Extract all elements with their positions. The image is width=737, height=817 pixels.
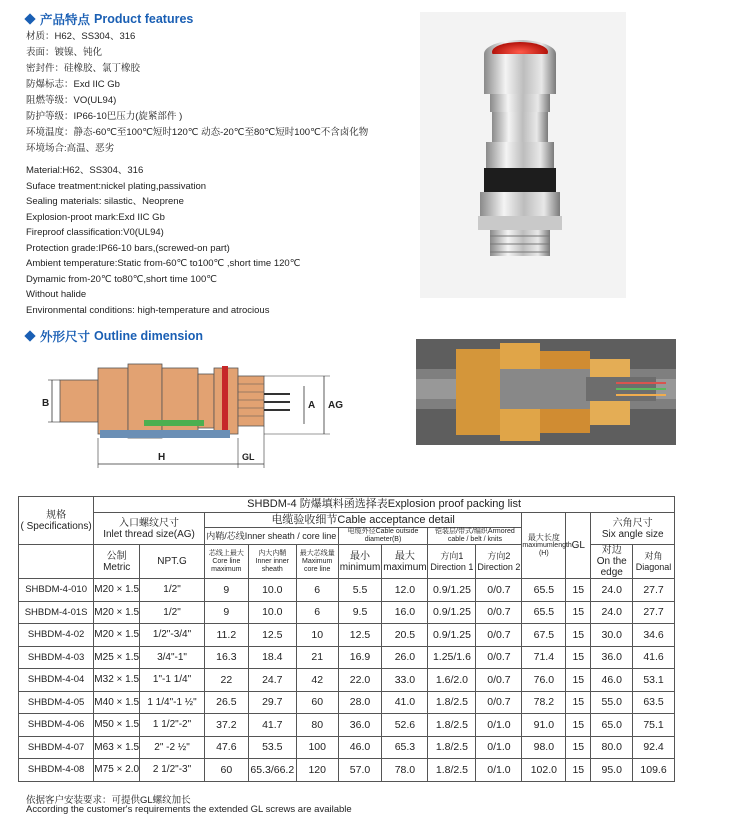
table-cell: 1.8/2.5	[428, 759, 476, 782]
table-cell: 63.5	[633, 691, 675, 714]
table-row	[19, 669, 675, 692]
table-cell: 41.6	[633, 646, 675, 669]
metric-header: 公制 Metric	[94, 545, 140, 579]
table-cell: SHBDM-4-05	[19, 691, 94, 714]
table-cell: 92.4	[633, 736, 675, 759]
table-cell: 28.0	[338, 691, 382, 714]
table-cell: 21	[296, 646, 338, 669]
table-cell: 16.3	[204, 646, 248, 669]
dimension-drawing	[40, 346, 365, 470]
table-cell: 80.0	[591, 736, 633, 759]
table-cell: 34.6	[633, 624, 675, 647]
table-cell: 24.7	[248, 669, 296, 692]
inner-sheath-header: 内大内鞘 Inner inner sheath	[248, 545, 296, 579]
table-cell: 15	[566, 646, 591, 669]
table-cell: 9	[204, 601, 248, 624]
table-cell: 15	[566, 579, 591, 602]
table-row	[19, 691, 675, 714]
table-cell: SHBDM-4-01S	[19, 601, 94, 624]
hex-header: 六角尺寸 Six angle size	[591, 513, 675, 545]
table-cell: 10.0	[248, 579, 296, 602]
table-cell: 12.5	[248, 624, 296, 647]
table-cell: M50 × 1.5	[94, 714, 140, 737]
table-cell: 9.5	[338, 601, 382, 624]
direction2-header: 方向2 Direction 2	[476, 545, 522, 579]
table-cell: M25 × 1.5	[94, 646, 140, 669]
feature-line: Dymamic from-20℃ to80℃,short time 100℃	[26, 273, 217, 285]
feature-line: Suface treatment:nickel plating,passivation	[26, 180, 207, 192]
table-cell: 5.5	[338, 579, 382, 602]
cross-section-photo	[416, 339, 676, 445]
table-cell: 60	[204, 759, 248, 782]
table-cell: 0/1.0	[476, 714, 522, 737]
table-cell: 1"-1 1/4"	[140, 669, 205, 692]
dim-a-label: A	[308, 400, 316, 411]
table-cell: 80	[296, 714, 338, 737]
table-cell: 0.9/1.25	[428, 601, 476, 624]
table-cell: 1.8/2.5	[428, 714, 476, 737]
table-row	[19, 736, 675, 759]
table-cell: 52.6	[382, 714, 428, 737]
table-cell: 1.6/2.0	[428, 669, 476, 692]
table-cell: 98.0	[522, 736, 566, 759]
table-cell: 42	[296, 669, 338, 692]
table-cell: 0/0.7	[476, 601, 522, 624]
table-row	[19, 714, 675, 737]
table-cell: 46.0	[591, 669, 633, 692]
table-row	[19, 759, 675, 782]
table-cell: 6	[296, 601, 338, 624]
table-cell: M32 × 1.5	[94, 669, 140, 692]
feature-line: 材质：H62、SS304、316	[26, 31, 136, 42]
features-heading-en: Product features	[94, 12, 194, 26]
table-cell: 91.0	[522, 714, 566, 737]
table-title: SHBDM-4 防爆填料函选择表Explosion proof packing list	[94, 497, 675, 513]
table-cell: 1.8/2.5	[428, 691, 476, 714]
table-cell: 67.5	[522, 624, 566, 647]
table-cell: 53.5	[248, 736, 296, 759]
dim-ag-label: AG	[328, 400, 343, 411]
max-core-header: 最大芯线量 Maximum core line	[296, 545, 338, 579]
table-cell: 16.9	[338, 646, 382, 669]
table-row	[19, 601, 675, 624]
table-cell: 78.0	[382, 759, 428, 782]
table-cell: 95.0	[591, 759, 633, 782]
table-cell: 1 1/2"-2"	[140, 714, 205, 737]
table-cell: SHBDM-4-02	[19, 624, 94, 647]
table-cell: M63 × 1.5	[94, 736, 140, 759]
table-cell: 78.2	[522, 691, 566, 714]
table-cell: 15	[566, 624, 591, 647]
table-cell: 41.0	[382, 691, 428, 714]
table-cell: 15	[566, 691, 591, 714]
table-cell: 0/0.7	[476, 691, 522, 714]
table-cell: 15	[566, 601, 591, 624]
core-max-header: 芯线上最大 Core line maximum	[204, 545, 248, 579]
features-heading-cn: 产品特点	[40, 13, 91, 27]
table-cell: 65.3	[382, 736, 428, 759]
feature-line: 防爆标志：Exd IIC Gb	[26, 79, 120, 90]
table-cell: 0/0.7	[476, 579, 522, 602]
table-cell: 29.7	[248, 691, 296, 714]
feature-line: 防护等级：IP66-10巴压力(旋紧部件 )	[26, 111, 183, 122]
feature-line: Explosion-proot mark:Exd IIC Gb	[26, 211, 165, 223]
dim-b-label: B	[42, 398, 50, 409]
table-cell: 60	[296, 691, 338, 714]
table-cell: 15	[566, 759, 591, 782]
outline-heading-cn: 外形尺寸	[40, 330, 91, 344]
feature-line: Sealing materials: silastic、Neoprene	[26, 196, 184, 207]
table-cell: 46.0	[338, 736, 382, 759]
table-cell: 102.0	[522, 759, 566, 782]
table-cell: 18.4	[248, 646, 296, 669]
on-edge-header: 对边 On the edge	[591, 545, 633, 579]
table-cell: 15	[566, 736, 591, 759]
table-cell: 22	[204, 669, 248, 692]
table-cell: 24.0	[591, 601, 633, 624]
table-cell: 76.0	[522, 669, 566, 692]
table-cell: 1.25/1.6	[428, 646, 476, 669]
cable-acceptance-header: 电缆验收细节Cable acceptance detail	[204, 513, 522, 528]
table-cell: 16.0	[382, 601, 428, 624]
table-cell: 0/0.7	[476, 669, 522, 692]
table-cell: 0.9/1.25	[428, 624, 476, 647]
diagonal-header: 对角 Diagonal	[633, 545, 675, 579]
gl-header: GL	[566, 513, 591, 579]
packing-list-table	[18, 496, 675, 782]
table-cell: M20 × 1.5	[94, 624, 140, 647]
table-cell: M20 × 1.5	[94, 579, 140, 602]
table-cell: 1/2"	[140, 579, 205, 602]
outside-diameter-header: 电缆外径Cable outside diameter(B)	[338, 528, 428, 545]
table-cell: 15	[566, 714, 591, 737]
table-cell: 71.4	[522, 646, 566, 669]
table-cell: 26.5	[204, 691, 248, 714]
table-cell: 33.0	[382, 669, 428, 692]
dim-h-label: H	[158, 452, 166, 463]
max-length-header: 最大长度 maximumlength (H)	[522, 513, 566, 579]
direction1-header: 方向1 Direction 1	[428, 545, 476, 579]
table-cell: 2" -2 ½"	[140, 736, 205, 759]
table-cell: 0/0.7	[476, 624, 522, 647]
features-cn-list	[26, 29, 368, 157]
diamond-bullet-icon	[24, 13, 35, 24]
nptg-header: NPT.G	[140, 545, 205, 579]
features-en-list	[26, 163, 300, 318]
note-cn: 依据客户安装要求：可提供GL螺纹加长	[26, 795, 191, 806]
table-cell: 53.1	[633, 669, 675, 692]
table-cell: 55.0	[591, 691, 633, 714]
table-cell: 65.5	[522, 601, 566, 624]
feature-line: 环境温度：静态-60℃至100℃短时120℃ 动态-20℃至80℃短时100℃不含卤化物	[26, 127, 369, 138]
table-cell: M20 × 1.5	[94, 601, 140, 624]
table-cell: 26.0	[382, 646, 428, 669]
table-cell: 100	[296, 736, 338, 759]
cross-section-illustration	[416, 339, 676, 445]
table-cell: SHBDM-4-03	[19, 646, 94, 669]
packing-list-table-wrap	[18, 496, 675, 782]
table-cell: 12.5	[338, 624, 382, 647]
table-cell: 65.3/66.2	[248, 759, 296, 782]
table-cell: 0/1.0	[476, 736, 522, 759]
table-cell: 41.7	[248, 714, 296, 737]
table-cell: 65.0	[591, 714, 633, 737]
table-cell: 30.0	[591, 624, 633, 647]
feature-line: Environmental conditions: high-temperature and atrocious	[26, 304, 270, 316]
feature-line: Ambient temperature:Static from-60℃ to100℃ ,short time 120℃	[26, 258, 301, 269]
table-cell: 65.5	[522, 579, 566, 602]
table-cell: 1/2"	[140, 601, 205, 624]
table-cell: 6	[296, 579, 338, 602]
table-cell: 0/0.7	[476, 646, 522, 669]
feature-line: 阻燃等级：VO(UL94)	[26, 95, 117, 106]
note-en: According the customer's requirements the extended GL screws are available	[26, 804, 352, 815]
table-row	[19, 646, 675, 669]
table-cell: 27.7	[633, 601, 675, 624]
table-cell: SHBDM-4-08	[19, 759, 94, 782]
diamond-bullet-icon	[24, 330, 35, 341]
table-cell: 120	[296, 759, 338, 782]
feature-line: Material:H62、SS304、316	[26, 165, 144, 176]
table-cell: 36.0	[591, 646, 633, 669]
table-cell: 22.0	[338, 669, 382, 692]
table-cell: 36.0	[338, 714, 382, 737]
feature-line: 密封件：硅橡胶、氯丁橡胶	[26, 63, 141, 74]
table-cell: SHBDM-4-07	[19, 736, 94, 759]
feature-line: Protection grade:IP66-10 bars,(screwed-on part)	[26, 242, 230, 254]
table-cell: 10.0	[248, 601, 296, 624]
product-photo	[420, 12, 626, 298]
max-header: 最大 maximum	[382, 545, 428, 579]
dim-gl-label: GL	[242, 452, 255, 462]
table-body	[19, 579, 675, 782]
table-cell: SHBDM-4-04	[19, 669, 94, 692]
table-cell: 3/4"-1"	[140, 646, 205, 669]
table-cell: M75 × 2.0	[94, 759, 140, 782]
feature-line: Fireproof classification:V0(UL94)	[26, 227, 164, 238]
table-cell: 1 1/4"-1 ½"	[140, 691, 205, 714]
features-heading	[26, 10, 193, 28]
table-cell: M40 × 1.5	[94, 691, 140, 714]
inner-sheath-group-header: 内鞘/芯线Inner sheath / core line	[204, 528, 338, 545]
table-cell: 37.2	[204, 714, 248, 737]
table-cell: 0/1.0	[476, 759, 522, 782]
feature-line: 表面：镀镍、钝化	[26, 47, 103, 58]
outline-heading	[26, 327, 203, 345]
table-cell: 75.1	[633, 714, 675, 737]
table-cell: 15	[566, 669, 591, 692]
feature-line: Without halide	[26, 289, 87, 300]
spec-header: 规格 ( Specifications)	[19, 497, 94, 545]
armored-header: 铠装层/带式/编织Armored cable / belt / knits	[428, 528, 522, 545]
table-cell: 10	[296, 624, 338, 647]
spec-subheader-blank	[19, 545, 94, 579]
table-cell: 109.6	[633, 759, 675, 782]
table-cell: 9	[204, 579, 248, 602]
table-cell: 2 1/2"-3"	[140, 759, 205, 782]
min-header: 最小 minimum	[338, 545, 382, 579]
table-cell: 57.0	[338, 759, 382, 782]
table-row	[19, 579, 675, 602]
table-cell: 47.6	[204, 736, 248, 759]
cable-gland-illustration	[420, 12, 626, 298]
outline-heading-en: Outline dimension	[94, 329, 204, 343]
table-cell: 24.0	[591, 579, 633, 602]
table-row	[19, 624, 675, 647]
table-cell: SHBDM-4-06	[19, 714, 94, 737]
table-cell: 12.0	[382, 579, 428, 602]
table-cell: 20.5	[382, 624, 428, 647]
table-cell: 1/2"-3/4"	[140, 624, 205, 647]
table-cell: 0.9/1.25	[428, 579, 476, 602]
table-cell: 27.7	[633, 579, 675, 602]
inlet-header: 入口螺纹尺寸 Inlet thread size(AG)	[94, 513, 205, 545]
table-cell: 11.2	[204, 624, 248, 647]
table-cell: 1.8/2.5	[428, 736, 476, 759]
gland-dimension-diagram	[40, 346, 365, 470]
feature-line: 环境场合:高温、恶劣	[26, 143, 115, 154]
table-cell: SHBDM-4-010	[19, 579, 94, 602]
